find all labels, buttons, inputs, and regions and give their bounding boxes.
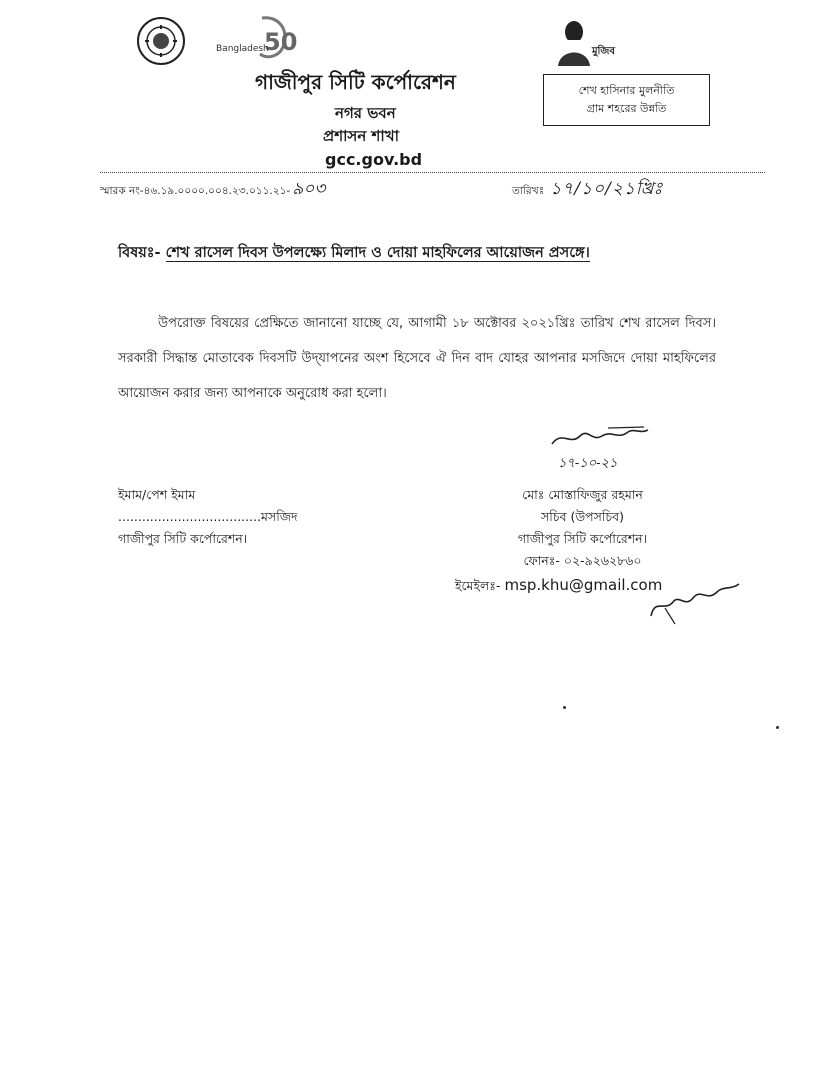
signature-handwritten-date: ১৭-১০-২১ — [558, 456, 618, 471]
signatory-block — [455, 484, 710, 572]
recipient-title: ইমাম/পেশ ইমাম — [118, 487, 196, 502]
anniversary-number: 50 — [264, 28, 298, 56]
recipient-mosque-line — [118, 506, 298, 528]
motto-line-1: শেখ হাসিনার মুলনীতি — [578, 84, 675, 97]
signatory-org: গাজীপুর সিটি কর্পোরেশন। — [517, 531, 648, 546]
memo-date — [512, 176, 663, 204]
motto-line-2: গ্রাম শহরের উন্নতি — [586, 102, 667, 115]
subject-line — [118, 242, 590, 266]
organization-name: গাজীপুর সিটি কর্পোরেশন — [255, 70, 456, 94]
website: gcc.gov.bd — [325, 150, 423, 169]
subject-label: বিষয়ঃ- — [118, 245, 161, 261]
recipient-dots: .................................... — [118, 509, 262, 524]
second-signature-scribble — [645, 578, 745, 628]
subject-text: শেখ রাসেল দিবস উপলক্ষ্যে মিলাদ ও দোয়া মাহফিলের আয়োজন প্রসঙ্গে। — [165, 245, 590, 261]
date-handwritten-value: ১৭/১০/২১খ্রিঃ — [550, 179, 664, 199]
signature-scribble — [548, 424, 658, 470]
signatory-designation: সচিব (উপসচিব) — [540, 509, 625, 524]
letter-body: উপরোক্ত বিষয়ের প্রেক্ষিতে জানানো যাচ্ছে যে, আগামী ১৮ অক্টোবর ২০২১খ্রিঃ তারিখ শেখ রাসেল দিবস। সরকারী সিদ্ধান্ত মোতাবেক দিবসটি উদ্‌যাপনের অংশ হিসেবে ঐ দিন বাদ যোহর আপনার মসজিদে দোয়া মাহফিলের আয়োজন করার জন্য আপনাকে অনুরোধ করা হলো। — [118, 316, 716, 401]
memo-label: স্মারক নং-৪৬.১৯.০০০০.০০৪.২৩.০১১.২১- — [100, 185, 291, 197]
signatory-name: মোঃ মোস্তাফিজুর রহমান — [522, 487, 643, 502]
recipient-mosque-label: মসজিদ — [261, 509, 298, 524]
header-divider — [100, 172, 765, 173]
scan-speck — [776, 726, 779, 729]
mujib-logo-text: মুজিব — [592, 46, 615, 57]
bangladesh-text: Bangladesh — [216, 44, 269, 54]
email-label: ইমেইলঃ- — [455, 578, 501, 593]
city-corporation-seal-logo — [115, 16, 207, 66]
office-name: নগর ভবন — [335, 104, 396, 122]
scan-speck — [563, 706, 566, 709]
signatory-email-line — [455, 576, 662, 598]
signatory-phone: ফোনঃ- ০২-৯২৬২৮৬০ — [523, 553, 642, 568]
motto-box — [543, 74, 710, 126]
department-name: প্রশাসন শাখা — [323, 127, 399, 145]
email-address: msp.khu@gmail.com — [504, 576, 663, 594]
recipient-block — [118, 484, 298, 550]
memo-number — [100, 176, 325, 204]
bangladesh-50-logo — [212, 14, 302, 64]
mujib-centenary-logo — [552, 18, 642, 66]
recipient-org: গাজীপুর সিটি কর্পোরেশন। — [118, 531, 248, 546]
memo-handwritten-number: ৯০৩ — [292, 179, 326, 199]
date-label: তারিখঃ — [512, 185, 545, 197]
